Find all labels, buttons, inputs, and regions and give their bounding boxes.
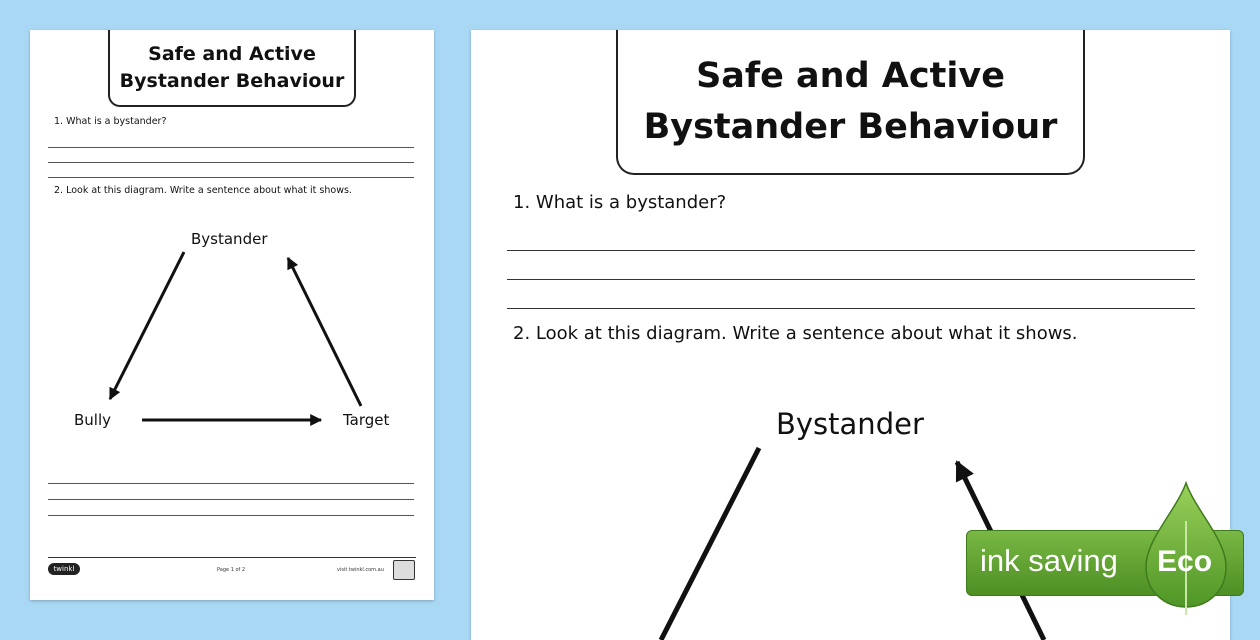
question-2: 2. Look at this diagram. Write a sentence about what it shows.: [513, 323, 1078, 344]
footer-badge-icon: [393, 560, 415, 580]
ink-saving-label: ink saving: [980, 543, 1118, 578]
twinkl-logo: twinkl: [48, 563, 80, 575]
answer-line: [48, 499, 414, 500]
title-line-2: Bystander Behaviour: [643, 106, 1058, 147]
question-2: 2. Look at this diagram. Write a sentence about what it shows.: [54, 185, 352, 196]
arrow-target-to-bystander: [288, 258, 361, 406]
diagram-label-bully: Bully: [74, 411, 112, 429]
answer-line: [48, 515, 414, 516]
page-number: Page 1 of 2: [217, 567, 246, 573]
eco-word: Eco: [1157, 545, 1213, 578]
footer-url: visit twinkl.com.au: [337, 567, 384, 573]
diagram-label-target: Target: [343, 411, 390, 429]
title-line-1: Safe and Active: [696, 55, 1005, 96]
answer-line: [48, 483, 414, 484]
arrow-bystander-to-bully: [110, 252, 184, 399]
diagram-label-bystander: Bystander: [776, 407, 924, 441]
arrow-bystander-to-bully: [661, 448, 759, 640]
title-line-2: Bystander Behaviour: [119, 69, 345, 92]
worksheet-preview-small[interactable]: [30, 30, 434, 600]
title-line-1: Safe and Active: [148, 42, 316, 65]
question-1: 1. What is a bystander?: [54, 116, 167, 127]
question-1: 1. What is a bystander?: [513, 192, 727, 213]
footer-divider: [48, 557, 416, 558]
diagram-label-bystander: Bystander: [191, 230, 268, 248]
